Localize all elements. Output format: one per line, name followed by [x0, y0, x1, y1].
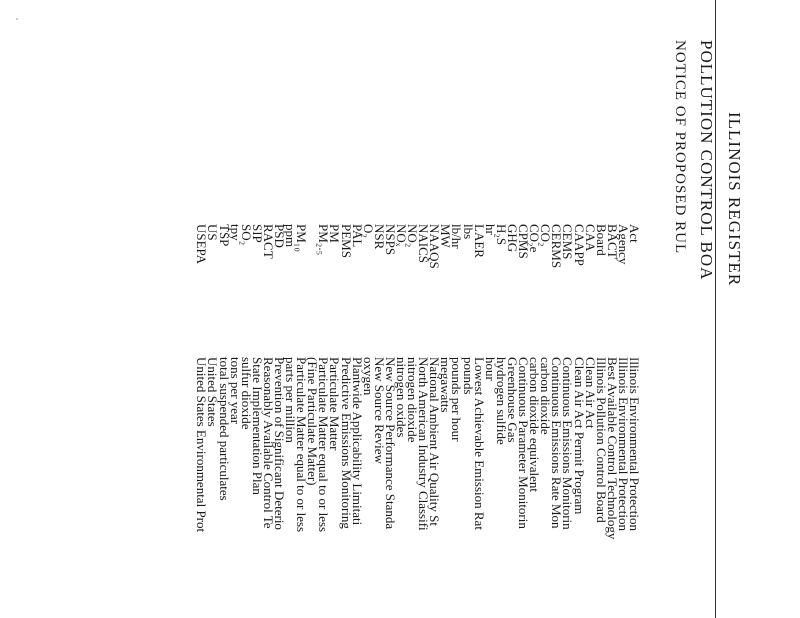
board-title: POLLUTION CONTROL BOA — [697, 40, 716, 281]
abbreviation: CERMS — [549, 224, 565, 269]
definition: Continuous Emissions Monitorin — [560, 357, 576, 530]
abbreviation: MW — [438, 224, 454, 248]
abbreviation: PM — [327, 224, 343, 243]
abbreviation: PEMS — [338, 224, 354, 258]
abbreviation: NO₂ — [405, 224, 421, 248]
definition: hydrogen sulfide — [493, 357, 509, 445]
abbreviation: NAAQS — [427, 224, 443, 269]
definition: nitrogen dioxide — [405, 357, 421, 443]
definition: megawatts — [438, 357, 454, 413]
abbreviation: tpy — [227, 224, 243, 241]
definition-column — [196, 357, 640, 618]
abbreviation: SIP — [249, 224, 265, 243]
definition: Illinois Pollution Control Board — [593, 357, 609, 523]
abbreviation: hr — [482, 224, 498, 235]
abbreviation: lb/hr — [449, 224, 465, 249]
definition: Clean Air Act — [582, 357, 598, 429]
definition: carbon dioxide — [538, 357, 554, 435]
abbreviation: ppm — [283, 224, 299, 248]
definition: Lowest Achievable Emission Rat — [471, 357, 487, 530]
definition: (Fine Particulate Matter) — [305, 357, 321, 486]
abbreviation: RACT — [260, 224, 276, 259]
definition: United States — [205, 357, 221, 427]
definition: Predictive Emissions Monitoring — [338, 357, 354, 529]
definition: Plantwide Applicability Limitati — [349, 357, 365, 526]
abbreviation: Board — [593, 224, 609, 256]
abbreviation-column — [196, 224, 640, 354]
abbreviation: Act — [627, 224, 642, 243]
abbreviation: CAA — [582, 224, 598, 252]
definition: parts per million — [283, 357, 299, 443]
definition: Illinois Environmental Protection — [627, 357, 642, 532]
abbreviation: CPMS — [516, 224, 532, 259]
definition: Greenhouse Gas — [504, 357, 520, 443]
definition: hour — [482, 357, 498, 381]
definition: Continuous Parameter Monitorin — [516, 357, 532, 529]
definition: oxygen — [360, 357, 376, 396]
abbreviation: NSR — [371, 224, 387, 250]
definition: New Source Review — [371, 357, 387, 464]
definition: sulfur dioxide — [238, 357, 254, 430]
abbreviation: H₂S — [493, 224, 509, 246]
abbreviation: TSP — [216, 224, 232, 247]
register-title: ILLINOIS REGISTER — [725, 112, 744, 287]
definition: Illinois Environmental Protection — [615, 357, 631, 532]
definition: North American Industry Classifi — [416, 357, 432, 531]
abbreviation: BACT — [604, 224, 620, 259]
definition: New Source Performance Standa — [382, 357, 398, 530]
definition: total suspended particulates — [216, 357, 232, 501]
abbreviation: NAICS — [416, 224, 432, 264]
definition: United States Environmental Prot — [194, 357, 210, 533]
abbreviation: PSD — [272, 224, 287, 248]
definition: Particulate Matter equal to or less — [316, 357, 332, 533]
abbreviation: CO₂e — [527, 224, 543, 253]
abbreviation: PAL — [349, 224, 365, 248]
abbreviation: NOₓ — [394, 224, 410, 247]
definition: Clean Air Act Permit Program — [571, 357, 587, 515]
abbreviation: CEMS — [560, 224, 576, 260]
abbreviation: GHG — [504, 224, 520, 253]
definition: Reasonably Available Control Te — [260, 357, 276, 529]
abbreviation: NSPS — [382, 224, 398, 256]
definition: Particulate Matter — [327, 357, 343, 451]
definition: carbon dioxide equivalent — [527, 357, 543, 493]
definition: nitrogen oxides — [394, 357, 410, 438]
abbreviation: lbs — [460, 224, 476, 240]
abbreviation: SO₂ — [238, 224, 254, 246]
definition: Prevention of Significant Deterio — [272, 357, 287, 530]
abbreviation: CO₂ — [538, 224, 554, 247]
abbreviation: CAAPP — [571, 224, 587, 266]
abbreviation: O₂ — [360, 224, 376, 238]
abbreviation: PM₂.₅ — [316, 224, 332, 256]
definition: Continuous Emissions Rate Mon — [549, 357, 565, 529]
definition: Best Available Control Technology — [604, 357, 620, 540]
definition: State Implementation Plan — [249, 357, 265, 495]
abbreviation: PM₁₀ — [294, 224, 310, 252]
abbreviation: US — [205, 224, 221, 241]
definition: tons per year — [227, 357, 243, 425]
definition: Particulate Matter equal to or less — [294, 357, 310, 533]
abbreviation: LAER — [471, 224, 487, 258]
definition: pounds per hour — [449, 357, 465, 442]
definition: National Ambient Air Quality St — [427, 357, 443, 526]
abbreviation: Agency — [615, 224, 631, 265]
abbreviation: USEPA — [194, 224, 210, 264]
definition: pounds — [460, 357, 476, 395]
notice-title: NOTICE OF PROPOSED RUL — [672, 40, 688, 255]
